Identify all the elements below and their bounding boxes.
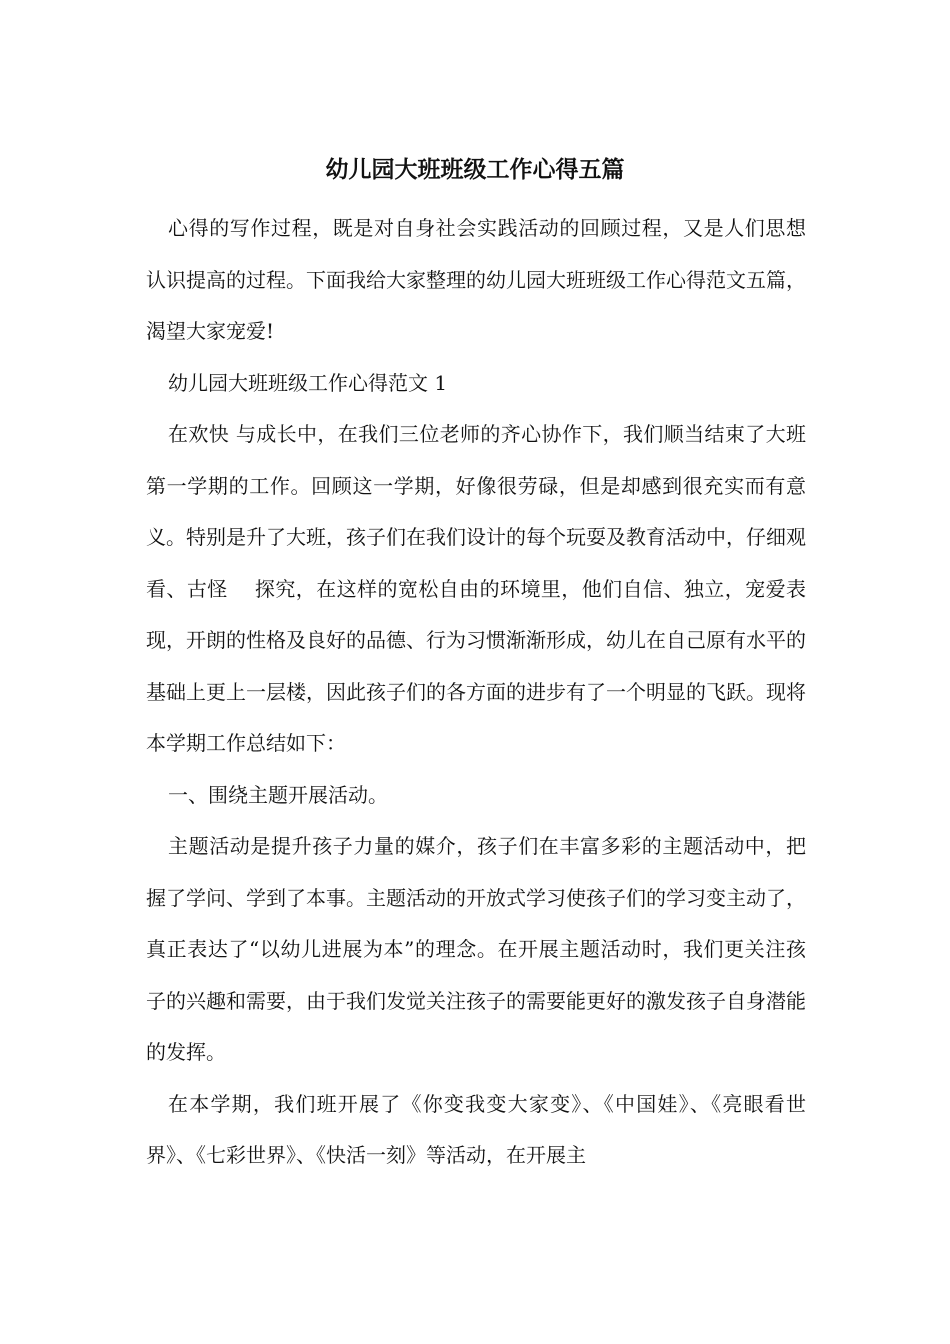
essay-paragraph: 在欢快 与成长中，在我们三位老师的齐心协作下，我们顺当结束了大班第一学期的工作。回顾这一学期，好像很劳碌，但是却感到很充实而有意义。特别是升了大班，孩子们在我们设计的每个玩耍及教育活动中，仔细观看、古怪 探究，在这样的宽松自由的环境里，他们自信、独立，宠爱表现，开朗的性格及良好的品德、行为习惯渐渐形成，幼儿在自己原有水平的基础上更上一层楼，因此孩子们的各方面的进步有了一个明显的飞跃。现将本学期工作总结如下： xyxy=(146,422,806,755)
document-title: 幼儿园大班班级工作心得五篇 xyxy=(325,157,625,183)
subsection-heading: 一、围绕主题开展活动。 xyxy=(168,782,388,807)
intro-paragraph: 心得的写作过程，既是对自身社会实践活动的回顾过程，又是人们思想认识提高的过程。下面我给大家整理的幼儿园大班班级工作心得范文五篇，渴望大家宠爱! xyxy=(146,216,806,343)
section-heading-essay-1: 幼儿园大班班级工作心得范文 1 xyxy=(168,370,448,395)
essay-paragraph: 在本学期，我们班开展了《你变我变大家变》、《中国娃》、《亮眼看世界》、《七彩世界》、《快活一刻》等活动，在开展主 xyxy=(146,1091,806,1167)
document-body xyxy=(146,203,806,1182)
essay-paragraph: 主题活动是提升孩子力量的媒介，孩子们在丰富多彩的主题活动中，把握了学问、学到了本事。主题活动的开放式学习使孩子们的学习变主动了，真正表达了“以幼儿进展为本”的理念。在开展主题活动时，我们更关注孩子的兴趣和需要，由于我们发觉关注孩子的需要能更好的激发孩子自身潜能的发挥。 xyxy=(146,834,806,1064)
